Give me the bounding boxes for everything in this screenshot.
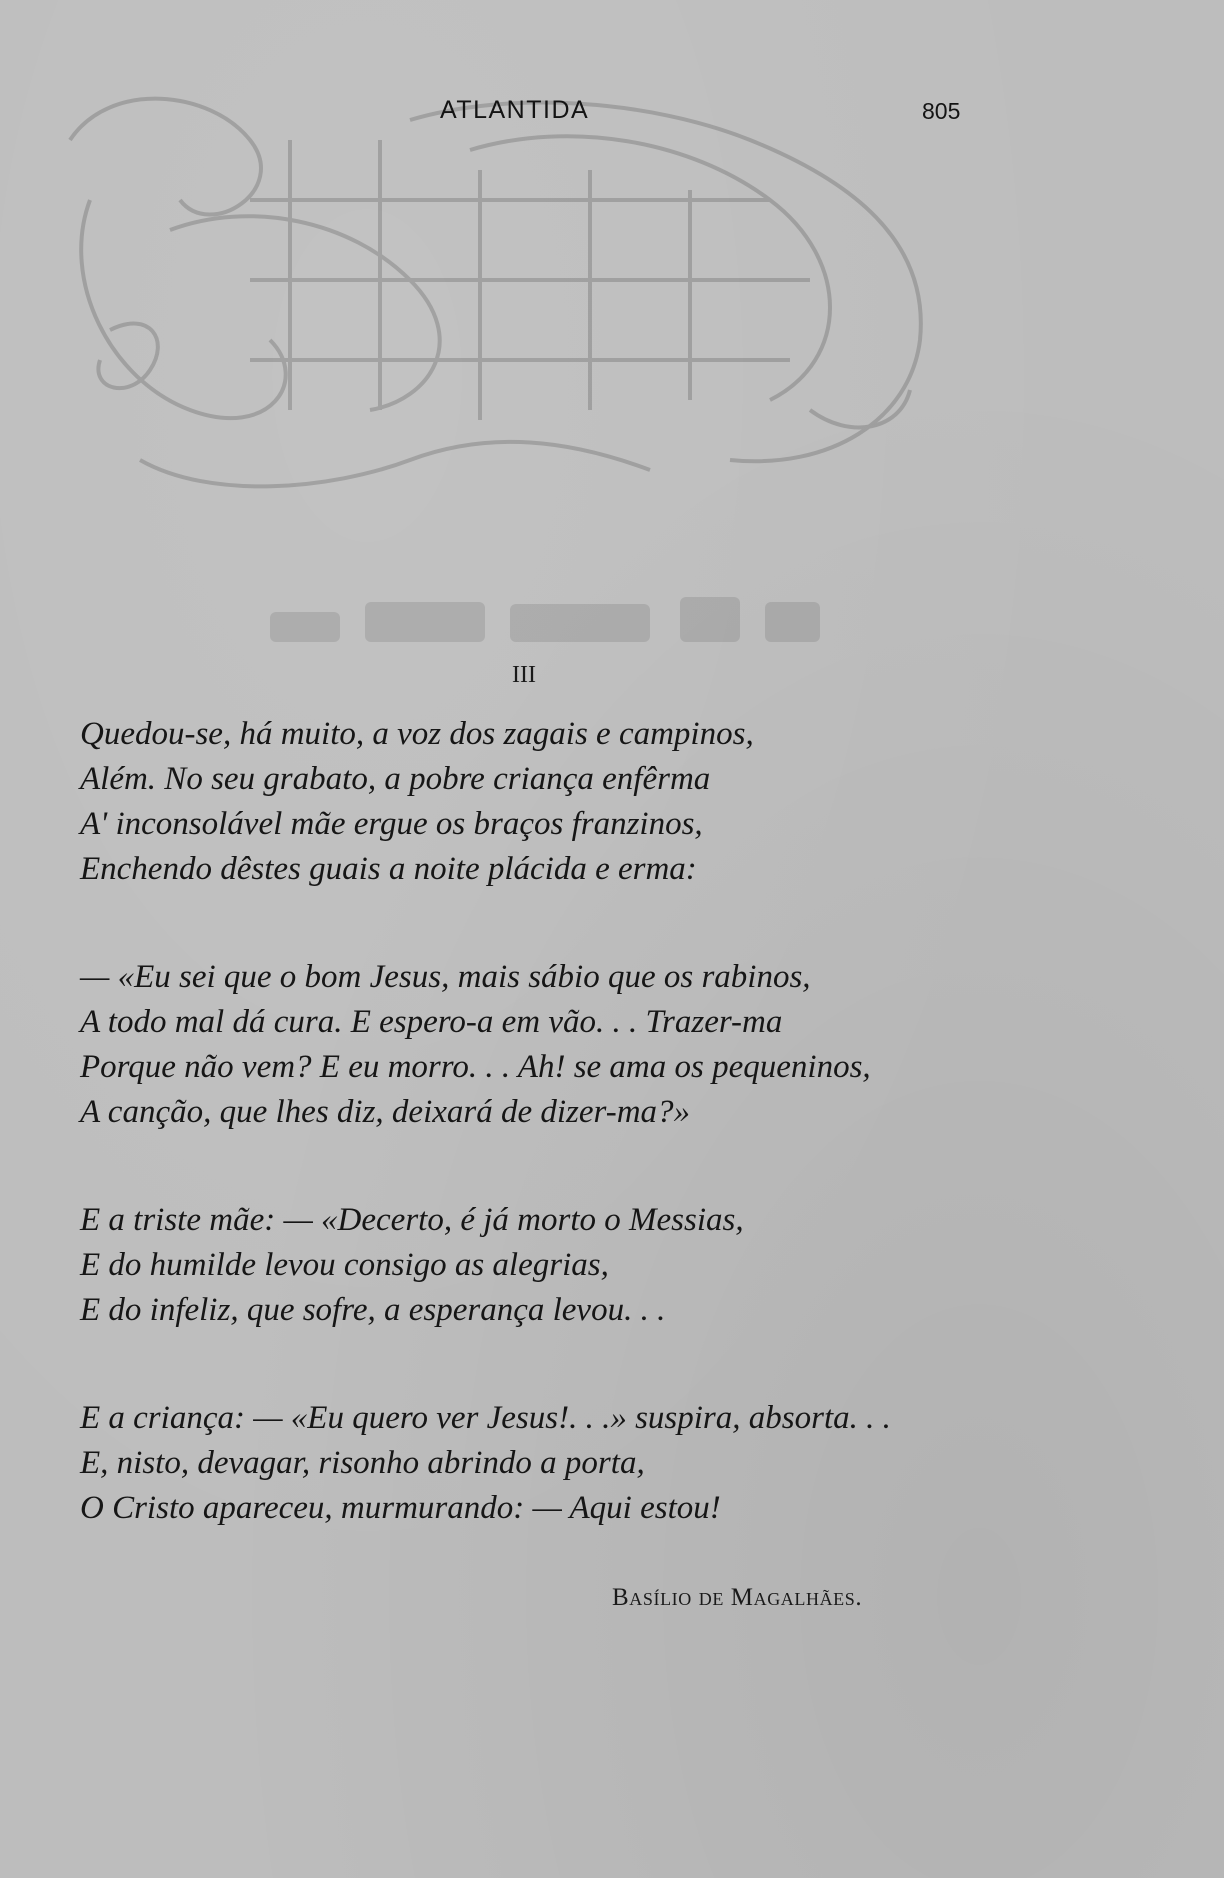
poem-line: Além. No seu grabato, a pobre criança enfêrma <box>80 761 711 797</box>
decorative-frame-ornament <box>50 80 950 510</box>
poem-body <box>80 712 1080 1531</box>
poem-line: E do humilde levou consigo as alegrias, <box>80 1247 609 1283</box>
stanza <box>80 1396 1080 1531</box>
bleed-through-shadow <box>270 592 830 652</box>
section-number: III <box>512 662 536 688</box>
poem-line: E a triste mãe: — «Decerto, é já morto o Messias, <box>80 1202 744 1238</box>
poem-line: A todo mal dá cura. E espero-a em vão. . . Trazer-ma <box>80 1004 783 1040</box>
stanza-gap <box>80 1135 1080 1198</box>
page-number: 805 <box>922 98 961 124</box>
stanza <box>80 1198 1080 1333</box>
stanza-gap <box>80 1333 1080 1396</box>
author-signature: Basílio de Magalhães. <box>612 1584 863 1611</box>
poem-line: — «Eu sei que o bom Jesus, mais sábio que os rabinos, <box>80 959 811 995</box>
poem-line: A canção, que lhes diz, deixará de dizer-ma?» <box>80 1094 691 1130</box>
running-title: ATLANTIDA <box>440 96 590 124</box>
poem-line: Quedou-se, há muito, a voz dos zagais e campinos, <box>80 716 754 752</box>
stanza <box>80 712 1080 892</box>
page-header <box>0 96 1224 136</box>
poem-line: E, nisto, devagar, risonho abrindo a porta, <box>80 1445 645 1481</box>
stanza-gap <box>80 892 1080 955</box>
stanza <box>80 955 1080 1135</box>
poem-line: Porque não vem? E eu morro. . . Ah! se ama os pequeninos, <box>80 1049 871 1085</box>
poem-line: E do infeliz, que sofre, a esperança levou. . . <box>80 1292 666 1328</box>
poem-line: Enchendo dêstes guais a noite plácida e erma: <box>80 851 697 887</box>
poem-line: E a criança: — «Eu quero ver Jesus!. . .» suspira, absorta. . . <box>80 1400 891 1436</box>
poem-line: A' inconsolável mãe ergue os braços franzinos, <box>80 806 703 842</box>
poem-line: O Cristo apareceu, murmurando: — Aqui estou! <box>80 1490 721 1526</box>
